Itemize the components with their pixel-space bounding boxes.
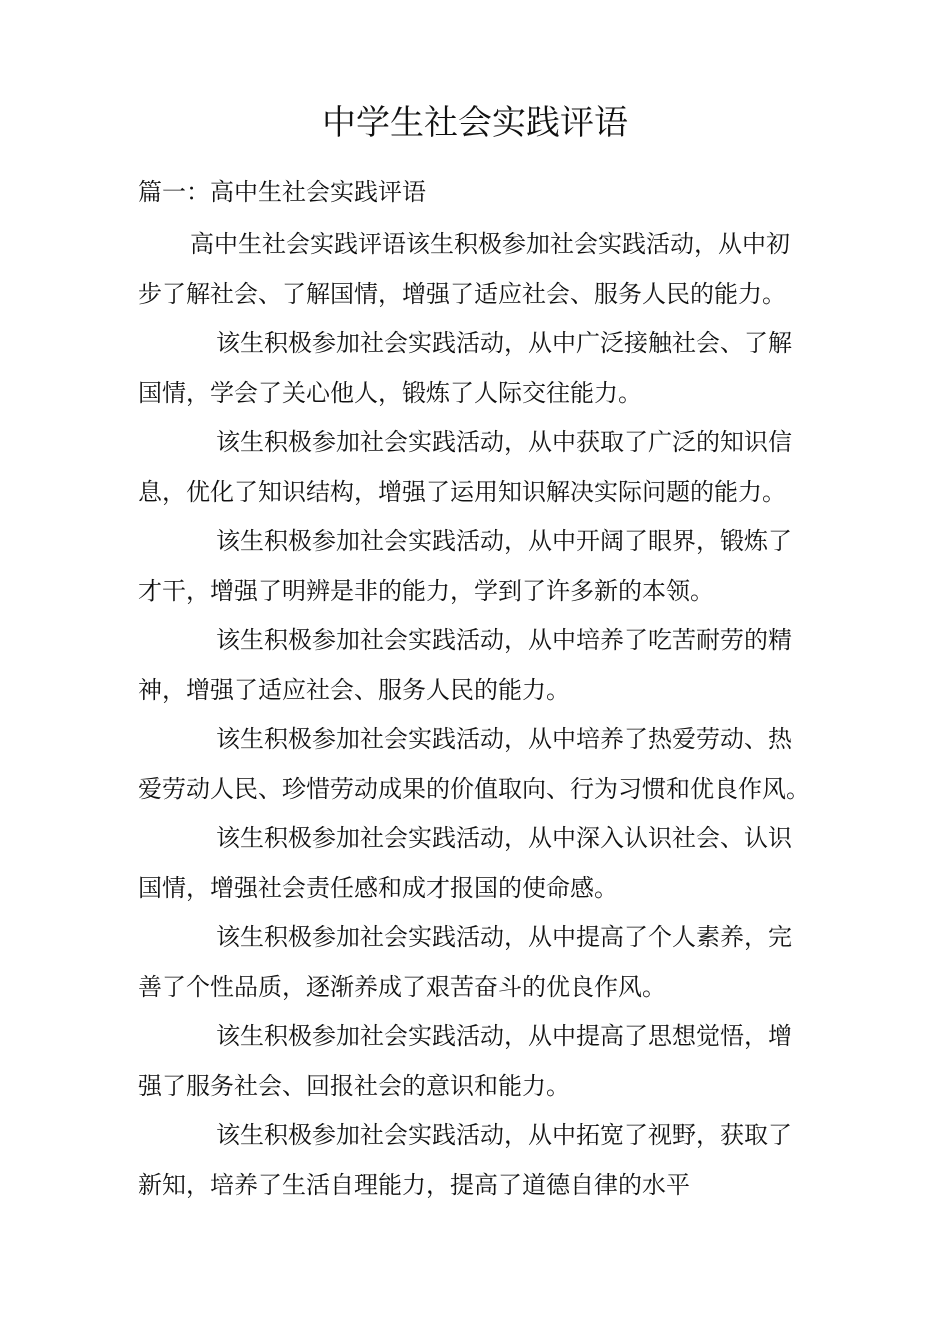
paragraph: [138, 418, 838, 517]
paragraph-line: 该生积极参加社会实践活动，从中培养了热爱劳动、热: [216, 725, 792, 753]
paragraph-line: 才干，增强了明辨是非的能力，学到了许多新的本领。: [138, 576, 714, 605]
paragraph-line: 高中生社会实践评语该生积极参加社会实践活动，从中初: [190, 230, 790, 258]
paragraph-line: 强了服务社会、回报社会的意识和能力。: [138, 1071, 570, 1100]
paragraph: [138, 715, 838, 814]
paragraph-line: 该生积极参加社会实践活动，从中开阔了眼界，锻炼了: [216, 527, 792, 555]
paragraph: [138, 319, 838, 418]
section-heading: 篇一：高中生社会实践评语: [138, 178, 426, 206]
paragraph-line: 步了解社会、了解国情，增强了适应社会、服务人民的能力。: [138, 279, 786, 308]
paragraph-line: 该生积极参加社会实践活动，从中深入认识社会、认识: [216, 824, 792, 852]
paragraph-line: 该生积极参加社会实践活动，从中培养了吃苦耐劳的精: [216, 626, 792, 654]
paragraph: [138, 517, 838, 616]
document-title: 中学生社会实践评语: [322, 103, 628, 143]
paragraph-line: 国情，学会了关心他人，锻炼了人际交往能力。: [138, 378, 642, 407]
paragraph-line: 爱劳动人民、珍惜劳动成果的价值取向、行为习惯和优良作风。: [138, 774, 810, 803]
document-body: [138, 220, 838, 1210]
paragraph: [138, 220, 838, 319]
paragraph: [138, 616, 838, 715]
paragraph-line: 该生积极参加社会实践活动，从中获取了广泛的知识信: [216, 428, 792, 456]
paragraph: [138, 1111, 838, 1210]
paragraph: [138, 913, 838, 1012]
paragraph-line: 该生积极参加社会实践活动，从中提高了个人素养，完: [216, 923, 792, 951]
paragraph-line: 息，优化了知识结构，增强了运用知识解决实际问题的能力。: [138, 477, 786, 506]
paragraph-line: 新知，培养了生活自理能力，提高了道德自律的水平: [138, 1170, 690, 1199]
paragraph-line: 该生积极参加社会实践活动，从中提高了思想觉悟，增: [216, 1022, 792, 1050]
paragraph: [138, 814, 838, 913]
paragraph-line: 该生积极参加社会实践活动，从中拓宽了视野，获取了: [216, 1121, 792, 1149]
paragraph-line: 该生积极参加社会实践活动，从中广泛接触社会、了解: [216, 329, 792, 357]
paragraph-line: 善了个性品质，逐渐养成了艰苦奋斗的优良作风。: [138, 972, 666, 1001]
paragraph-line: 国情，增强社会责任感和成才报国的使命感。: [138, 873, 618, 902]
paragraph-line: 神，增强了适应社会、服务人民的能力。: [138, 675, 570, 704]
paragraph: [138, 1012, 838, 1111]
